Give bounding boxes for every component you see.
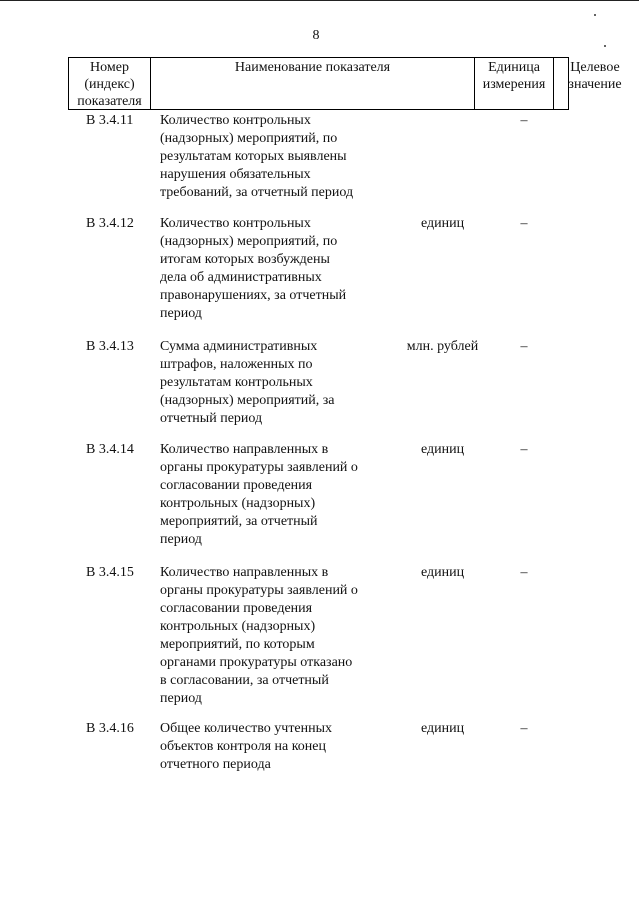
row-name-line: период: [160, 691, 202, 706]
row-name-line: органы прокуратуры заявлений о: [160, 460, 358, 475]
table-header: [68, 57, 622, 110]
row-unit: млн. рублей: [406, 339, 479, 354]
header-number-line: Номер: [90, 60, 129, 75]
row-name-line: контрольных (надзорных): [160, 619, 316, 634]
row-name: [160, 441, 400, 549]
row-unit: единиц: [420, 216, 465, 231]
scan-top-edge-line: [0, 0, 639, 1]
row-name-line: дела об административных: [160, 270, 322, 285]
row-number: В 3.4.12: [86, 216, 134, 231]
row-target: –: [520, 339, 528, 354]
row-name: [160, 564, 400, 708]
header-name-column: [150, 58, 474, 109]
row-name-line: (надзорных) мероприятий, по: [160, 131, 338, 146]
row-name: [160, 112, 400, 202]
scan-speck: [594, 14, 596, 16]
row-unit: единиц: [420, 442, 465, 457]
row-name-line: Количество контрольных: [160, 113, 311, 128]
row-name-line: в согласовании, за отчетный: [160, 673, 329, 688]
row-name-line: согласовании проведения: [160, 478, 313, 493]
row-name-line: период: [160, 306, 202, 321]
row-number: В 3.4.14: [86, 442, 134, 457]
row-name-line: объектов контроля на конец: [160, 739, 326, 754]
row-name-line: органы прокуратуры заявлений о: [160, 583, 358, 598]
header-unit-column: [474, 58, 553, 109]
header-name-line: Наименование показателя: [234, 60, 391, 75]
row-name-line: органами прокуратуры отказано: [160, 655, 353, 670]
row-name-line: мероприятий, за отчетный: [160, 514, 318, 529]
row-name-line: итогам которых возбуждены: [160, 252, 330, 267]
header-target-column: [553, 58, 636, 109]
row-name-line: Количество направленных в: [160, 442, 329, 457]
row-name-line: отчетного периода: [160, 757, 271, 772]
row-name-line: (надзорных) мероприятий, за: [160, 393, 335, 408]
header-target-line: Целевое: [570, 60, 620, 75]
header-unit-line: Единица: [488, 60, 540, 75]
row-name-line: контрольных (надзорных): [160, 496, 316, 511]
row-name-line: Сумма административных: [160, 339, 318, 354]
row-name-line: штрафов, наложенных по: [160, 357, 313, 372]
row-name-line: отчетный период: [160, 411, 263, 426]
row-target: –: [520, 442, 528, 457]
row-name-line: Количество направленных в: [160, 565, 329, 580]
header-target-line: значение: [568, 77, 622, 92]
row-name-line: Количество контрольных: [160, 216, 311, 231]
row-name-line: согласовании проведения: [160, 601, 313, 616]
row-name: [160, 720, 400, 774]
row-unit: единиц: [420, 721, 465, 736]
page-number: 8: [312, 28, 320, 43]
row-unit: единиц: [420, 565, 465, 580]
row-name-line: требований, за отчетный период: [160, 185, 354, 200]
header-number-line: (индекс): [84, 77, 135, 92]
row-target: –: [520, 216, 528, 231]
row-number: В 3.4.11: [86, 113, 134, 128]
row-number: В 3.4.15: [86, 565, 134, 580]
row-target: –: [520, 113, 528, 128]
row-name-line: результатам которых выявлены: [160, 149, 347, 164]
header-number-line: показателя: [77, 94, 142, 109]
row-target: –: [520, 565, 528, 580]
row-name-line: нарушения обязательных: [160, 167, 311, 182]
row-name: [160, 215, 400, 323]
row-name-line: мероприятий, по которым: [160, 637, 315, 652]
row-name-line: правонарушениях, за отчетный: [160, 288, 347, 303]
header-number-column: [69, 58, 150, 109]
scan-speck: [604, 45, 606, 47]
row-target: –: [520, 721, 528, 736]
row-name: [160, 338, 400, 428]
header-unit-line: измерения: [482, 77, 546, 92]
row-name-line: результатам контрольных: [160, 375, 313, 390]
row-number: В 3.4.16: [86, 721, 134, 736]
row-name-line: (надзорных) мероприятий, по: [160, 234, 338, 249]
row-name-line: период: [160, 532, 202, 547]
row-number: В 3.4.13: [86, 339, 134, 354]
row-name-line: Общее количество учтенных: [160, 721, 333, 736]
